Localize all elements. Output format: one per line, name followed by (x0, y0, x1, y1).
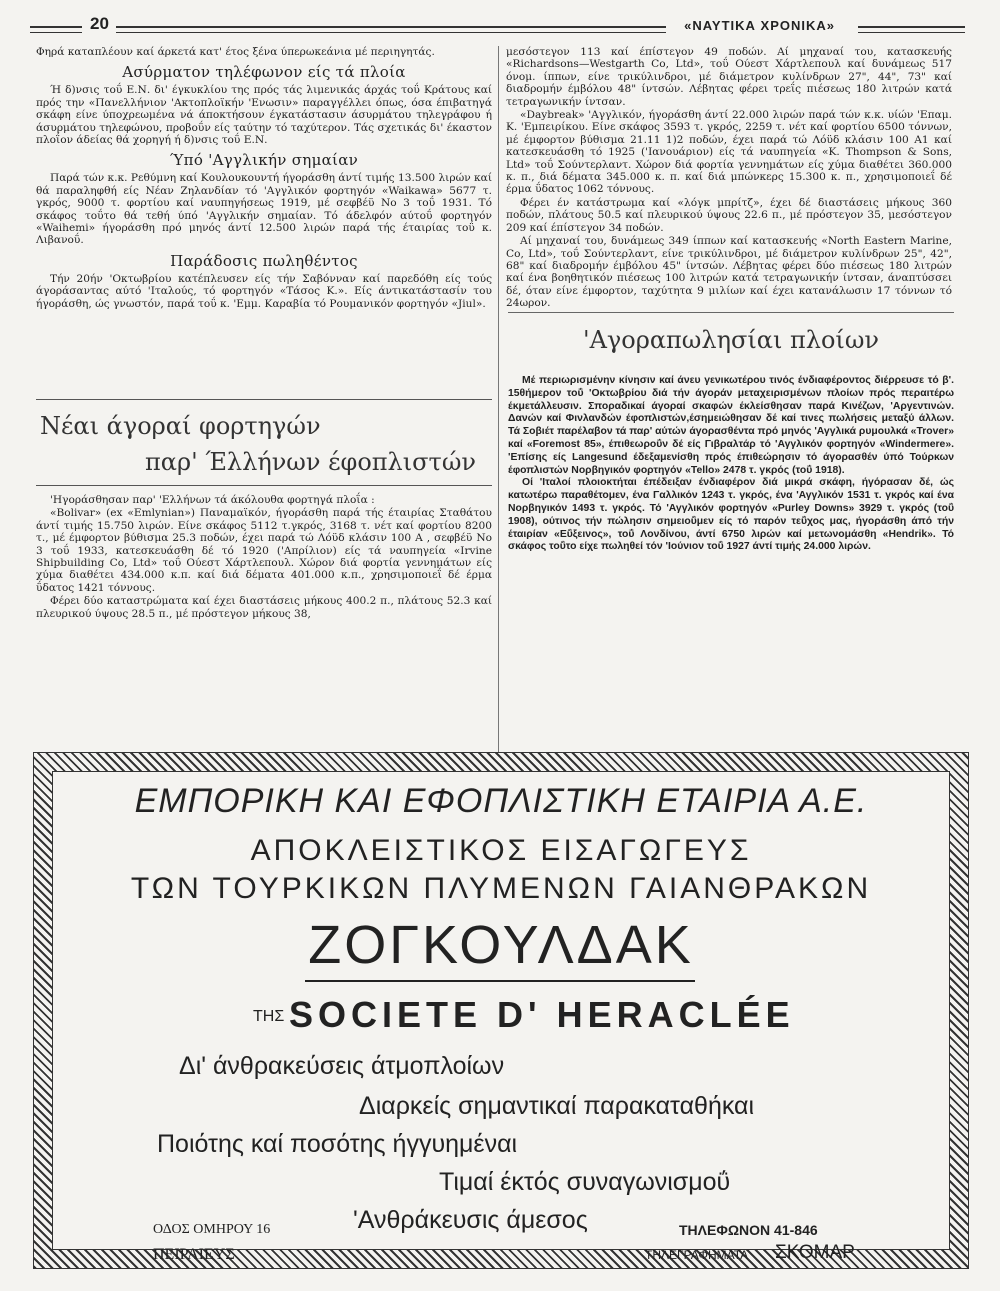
paragraph-sales-2: Οί 'Ιταλοί πλοιοκτήται έπέδειξαν ένδιαφέρον διά μικρά σκάφη, ήγόρασαν δέ, ώς κατωτέρω παραθέτομεν, ένα Γαλλικόν 1243 τ. γκρός, ένα 'Αγγλικόν 1531 τ. γκρός καί ένα Νορβηγικόν 1493 τ. γκρός. Τό 'Αγγλικόν φορτηγόν «Purley Downs» 3929 τ. γκρός (τοΰ 1908), ούτινος τήν πώλησιν σημειοΰμεν είς τό παρόν τεΰχος μας, ήγοράσθη άπό τήν έταιρίαν «Εΰξεινος», τοΰ Λονδίνου, άντί 6750 λιρών καί μετωνομάσθη «Hendrik». Τό σκάφος τοΰτο είχε πωληθεί τόν 'Ιούνιον τοΰ 1927 άντί τιμής 24.000 λιρών. (508, 477, 954, 553)
ad-slogan-4: Τιμαί έκτός συναγωνισμοΰ (439, 1168, 731, 1196)
advertisement-inner (52, 771, 950, 1263)
paragraph-daybreak: «Daybreak» 'Αγγλικόν, ήγοράσθη άντί 22.000 λιρών παρά τών κ.κ. υίών 'Επαμ. Κ. 'Εμπειρίκου. Είνε σκάφος 3593 τ. γκρός, 2259 τ. νέτ καί φορτίου 6500 τόννων, μέ έμφορτον βύθισμα 21.11 1)2 ποδών, έχει παρά τώ Λόϋδ κλάσιν 100 Α1 καί κατεσκευάσθη τό 1925 ('Ιανουάριον) είς τά ναυπηγεία «Κ. Thompson & Sons, Ltd» τοΰ Σούντερλαντ. Χώρον διά φορτία γεννημάτων είς χύμα διαθέτει 360.000 κ. π., διά δέματα 345.000 κ. π. καί διά μπώνκερς 15.300 κ. π., χρησιμοποιεΐ δέ έρμα ΰδατος 1062 τόννους. (506, 109, 952, 196)
right-divider (508, 312, 954, 313)
ad-line2: ΤΩΝ ΤΟΥΡΚΙΚΩΝ ΠΛΥΜΕΝΩΝ ΓΑΙΑΝΘΡΑΚΩΝ (130, 872, 872, 905)
ad-society: SOCIETE D' HERACLÉE (289, 994, 795, 1035)
ad-telegrams-name: ΣΚΟΜΑΡ (775, 1242, 855, 1263)
page-number: 20 (90, 14, 109, 33)
ad-slogan-1: Δι' άνθρακεύσεις άτμοπλοίων (179, 1052, 505, 1080)
ad-phone: ΤΗΛΕΦΩΝΟΝ 41-846 (679, 1222, 818, 1238)
header-rule-middle (116, 26, 666, 33)
ad-city: ΠΕΙΡΑΙΕΥΣ (153, 1246, 235, 1263)
ad-slogan-3: Ποιότης καί ποσότης ήγγυημέναι (157, 1130, 518, 1158)
column-divider (498, 46, 499, 756)
header-rule-right (858, 26, 965, 33)
ad-slogan-2: Διαρκείς σημαντικαί παρακαταθήκαι (359, 1092, 755, 1120)
ad-of: ΤΗΣ (253, 1008, 285, 1025)
paragraph-wireless: Ή δ)νσις τοΰ Ε.Ν. δι' έγκυκλίου της πρός τάς λιμενικάς άρχάς τοΰ Κράτους καί πρός την «Πανελλήνιον 'Ακτοπλοϊκήν 'Ενωσιν» παραγγέλλει όπως, όσα έπιβατηγά σκάφη είνε ύποχρεωμένα νά άποκτήσουν έγκατάστασιν άσυρμάτου τηλεγράφου ή άσυρμάτου τηλεφώνου, προβοΰν είς ταύτην τό ταχύτερον. Τάς σχετικάς δι' έκαστον πλοΐον άδείας θά χορηγή ή δ)νσις τοΰ Ε.Ν. (36, 84, 492, 147)
left-column (36, 46, 492, 311)
left-column-lower (36, 494, 492, 621)
right-column (506, 46, 952, 311)
paragraph-bolivar-cont: Φέρει δύο καταστρώματα καί έχει διαστάσεις μήκους 400.2 π., πλάτους 52.3 καί πλευρικού ύψους 28.5 π., μέ πρόστεγον μήκους 38, (36, 595, 492, 620)
paragraph-bought: 'Ηγοράσθησαν παρ' 'Ελλήνων τά άκόλουθα φορτηγά πλοΐα : (50, 494, 375, 506)
header-rule-left (30, 26, 82, 33)
paragraph-daybreak-engines: Αί μηχαναί του, δυνάμεως 349 ίππων καί κατασκευής «North Eastern Marine, Co, Ltd», τοΰ Σούντερλαντ, είνε τρικύλινδροι, μέ διάμετρον κυλίνδρων 25", 42", 68" καί διαδρομήν έμβόλου 45" ίντσών. Λέβητας φέρει δύο πιέσεως 180 λιτρών καί ένα βοηθητικόν πιέσεως 100 λιτρών κατά τετραγωνικήν ίντσαν, άναπτύσσει δέ, όταν είνε έμφορτον, ταχύτητα 9 μιλίων καί έχει κατανάλωσιν 17 τόννων τό 24ωρον. (506, 235, 952, 310)
big-heading-line2: παρ' Έλλήνων έφοπλιστών (145, 448, 476, 476)
paragraph-engines: μεσόστεγον 113 καί έπίστεγον 49 ποδών. Αί μηχαναί του, κατασκευής «Richardsons—Westgarth Co, Ltd», τοΰ Ούεστ Χάρτλεπουλ καί δυνάμεως 517 όνομ. ίππων, είνε τρικύλινδροι, μέ διάμετρον κυλίνδρων 27", 44", 73" καί διαδρομήν έμβόλου 48" ίντσών. Λέβητας φέρει τρεΐς πιέσεως 180 λιτρών κατά τετραγωνικήν ίντσαν. (506, 46, 952, 108)
page-header (30, 12, 965, 42)
publication-title: «ΝΑΥΤΙΚΑ ΧΡΟΝΙΚΑ» (684, 18, 835, 33)
paragraph-sales-1: Μέ περιωρισμένην κίνησιν καί άνευ γενικωτέρου τινός ένδιαφέροντος διέρρευσε τό β'. 15θήμερον τοΰ 'Οκτωβρίου διά τήν άγοράν μεταχειρισμένων πλοίων πρός περαιτέρω έκμετάλλευσιν. Σποραδικαί άγοραί σκαφών έκλείσθησαν παρά Κινέζων, 'Αργεντινών. Δανών καί Φινλανδών έφοπλιστών,έσημειώθησαν δέ καί τινες πωλήσεις μεταξύ άλλων. Τά Σοβιέτ παρέλαβον τά παρ' αύτών άγορασθέντα πρό μηνός 'Αγγλικά ρυμουλκά «Trover» καί «Foremost 85», έπιθεωροΰν δέ είς Γιβραλτάρ τό 'Αγγλικόν φορτηγόν «Windermere». 'Επίσης είς Langesund έδεξαμενίσθη πρός έπιθεώρησιν τό άγορασθέν ύπό Τούρκων έφοπλιστών Νορβηγικόν φορτηγόν «Tello» 2478 τ. γκρός (τοΰ 1918). (508, 375, 954, 476)
heading-delivery: Παράδοσις πωληθέντος (170, 251, 358, 270)
heading-sales: 'Αγοραπωλησίαι πλοίων (582, 326, 879, 354)
heading-english-flag: Ύπό 'Αγγλικήν σημαίαν (169, 151, 359, 170)
paragraph-delivery: Τήν 20ήν 'Οκτωβρίου κατέπλευσεν είς τήν Σαβόνναν καί παρεδόθη είς τούς άγοράσαντας αύτό 'Ιταλούς, τό φορτηγόν «Τάσος Κ.». Είς άντικατάστασίν του ήγοράσθη, ώς γνωστόν, παρά τοΰ κ. 'Εμμ. Καραβία τό Ρουμανικόν φορτηγόν «Jiul». (36, 272, 492, 310)
heading-wireless: Ασύρματον τηλέφωνον είς τά πλοία (122, 63, 406, 82)
ad-slogan-5: 'Ανθράκευσις άμεσος (353, 1206, 588, 1234)
paragraph-english-flag: Παρά τών κ.κ. Ρεθύμνη καί Κουλουκουντή ήγοράσθη άντί τιμής 13.500 λιρών καί θά παραληφθή είς Νέαν Ζηλανδίαν τό 'Αγγλικόν φορτηγόν «Waikawa» 5677 τ. γκρός, 9000 τ. φορτίου καί ναυπηγήσεως 1919, μέ σεφβέϋ Νο 3 τοΰ 1931. Τό σκάφος τοΰτο θά τεθή ύπό 'Αγγλικήν σημαίαν. Τό άδελφόν αύτοΰ φορτηγόν «Waihemi» ήγοράσθη πρό μηνός άντί 12.500 λιρών παρά τής έταιρίας τοΰ κ. Λιβανοΰ. (36, 172, 492, 247)
sales-text (508, 375, 954, 554)
big-heading-line1: Νέαι άγοραί φορτηγών (40, 412, 321, 440)
big-heading-rule (36, 485, 492, 486)
ad-telegrams-label: ΤΗΛΕΓΡΑΦΗΜΑΤΑ (645, 1248, 749, 1262)
advertisement (33, 752, 969, 1269)
ad-line1: ΑΠΟΚΛΕΙΣΤΙΚΟΣ ΕΙΣΑΓΩΓΕΥΣ (250, 834, 752, 867)
ad-brand: ΖΟΓΚΟΥΛΔΑΚ (308, 915, 694, 975)
intro-text: Φηρά καταπλέουν καί άρκετά κατ' έτος ξένα ύπερωκεάνια μέ περιηγητάς. (36, 46, 435, 58)
ad-company-name: ΕΜΠΟΡΙΚΗ ΚΑΙ ΕΦΟΠΛΙΣΤΙΚΗ ΕΤΑΙΡΙΑ Α.Ε. (134, 782, 868, 820)
ad-address: ΟΔΟΣ ΟΜΗΡΟΥ 16 (153, 1222, 271, 1237)
ad-brand-underline (305, 980, 695, 982)
section-divider (36, 399, 492, 400)
paragraph-bolivar: «Bolivar» (ex «Emlynian») Παναμαϊκόν, ήγοράσθη παρά τής έταιρίας Σταθάτου άντί τιμής 15.750 λιρών. Είνε σκάφος 5112 τ.γκρός, 3168 τ. νέτ καί φορτίου 8200 τ., μέ έμφορτον βύθισμα 25.3 ποδών, έχει παρά τώ Λόϋδ κλάσιν 100 Α , σεφβέϋ Νο 3 τοΰ 1933, κατεσκευάσθη δέ τό 1920 ('Απρίλιον) είς τά ναυπηγεία «Irvine Shipbuilding Co, Ltd» τοΰ Ούεστ Χάρτλεπουλ. Χώρον διά φορτία γεννημάτων είς χύμα διαθέτει 434.000 κ.π. καί διά δέματα 401.000 κ.π., χρησιμοποιεΐ δέ έρμα ΰδατος 1421 τόννους. (36, 507, 492, 594)
paragraph-daybreak-dims: Φέρει έν κατάστρωμα καί «λόγκ μπρίτζ», έχει δέ διαστάσεις μήκους 360 ποδών, πλάτους 50.5 καί πλευρικού ύψους 22.6 π., μέ πρόστεγον 35, μεσόστεγον 209 καί έπίστεγον 34 ποδών. (506, 196, 952, 234)
